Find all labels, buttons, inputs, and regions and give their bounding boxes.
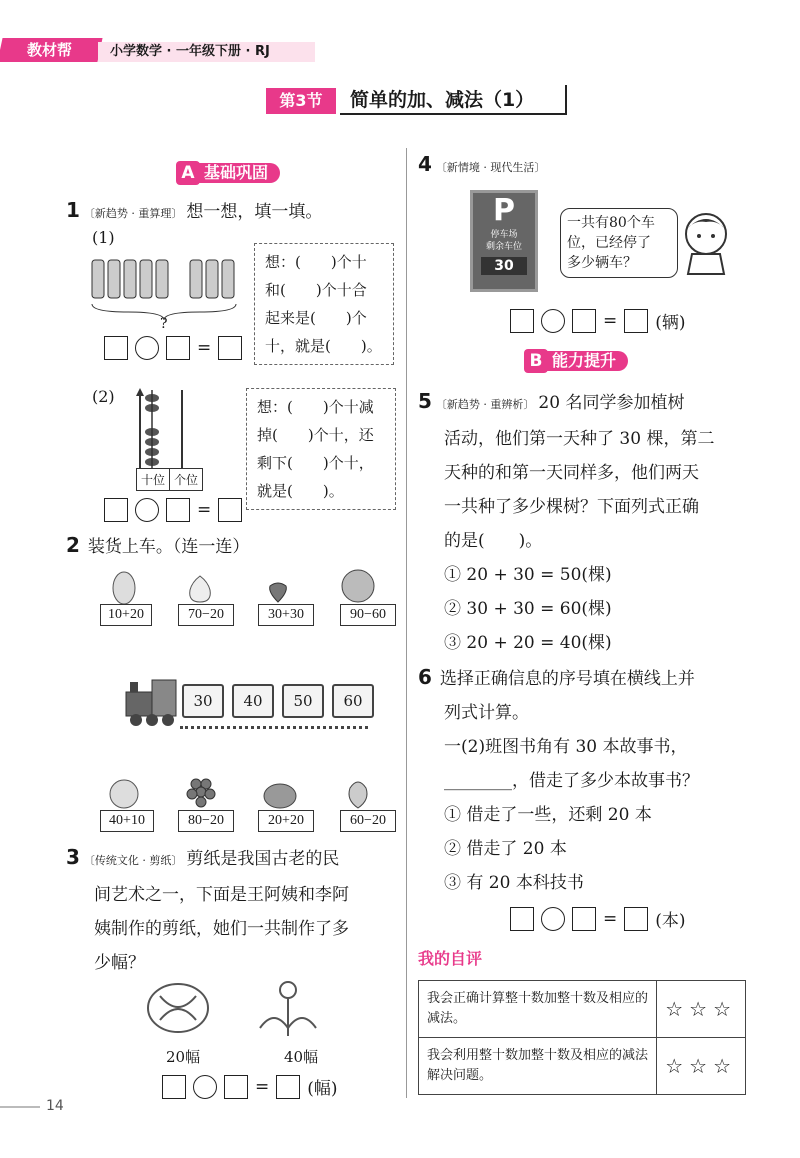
question-tag: 〔新趋势 · 重算理〕	[83, 207, 183, 220]
hint-line: 和( )个十合	[265, 281, 367, 299]
mango-icon	[113, 572, 135, 604]
train-car[interactable]: 60	[332, 684, 374, 718]
question-number: 2	[66, 533, 80, 557]
text-line: 的是( )。	[444, 531, 543, 551]
operator-circle[interactable]	[541, 309, 565, 333]
answer-box[interactable]	[572, 907, 596, 931]
bubble-line: 位，已经停了	[567, 235, 651, 251]
expression-label[interactable]: 70−20	[178, 604, 234, 626]
eval-statement: 我会利用整十数加整十数及相应的减法解决问题。	[419, 1038, 657, 1095]
equals-sign: =	[603, 908, 618, 929]
equals-sign: =	[603, 310, 618, 331]
section-number: 第3节	[266, 88, 336, 114]
table-row	[419, 981, 746, 1038]
text-line: 剪纸是我国古老的民	[186, 849, 340, 869]
star-rating[interactable]: ☆☆☆	[657, 981, 746, 1038]
text-line: 一共种了多少棵树？下面列式正确	[444, 497, 699, 517]
section-b-badge	[524, 349, 628, 373]
info-option[interactable]: ② 借走了 20 本	[444, 839, 567, 859]
answer-box[interactable]	[218, 498, 242, 522]
equals-sign: =	[255, 1076, 270, 1097]
train-wheels	[180, 718, 368, 729]
operator-circle[interactable]	[135, 498, 159, 522]
question-tag: 〔新情境 · 现代生活〕	[435, 161, 546, 174]
watermelon-icon	[342, 570, 374, 602]
text-line: 一(2)班图书角有 30 本故事书，	[444, 737, 688, 757]
ones-label: 个位	[170, 468, 203, 491]
text-line: 20 名同学参加植树	[538, 393, 685, 413]
q6-equation	[510, 906, 686, 931]
fill-blank-line[interactable]: ________，借走了多少本故事书？	[444, 771, 699, 791]
parking-sign	[470, 190, 538, 292]
expression-label[interactable]: 40+10	[100, 810, 154, 832]
q5-text	[418, 384, 778, 660]
train-car[interactable]: 30	[182, 684, 224, 718]
apple-icon	[110, 780, 138, 808]
expression-label[interactable]: 10+20	[100, 604, 152, 626]
parking-icon: P	[493, 193, 515, 228]
question-tag: 〔传统文化 · 剪纸〕	[83, 854, 183, 867]
train-car[interactable]: 50	[282, 684, 324, 718]
unit-label: (本)	[655, 911, 686, 931]
equals-sign: =	[197, 338, 212, 358]
answer-box[interactable]	[572, 309, 596, 333]
answer-box[interactable]	[104, 336, 128, 360]
q3-equation	[162, 1074, 338, 1099]
answer-box[interactable]	[276, 1075, 300, 1099]
hint-line: 起来是( )个	[265, 309, 367, 327]
info-option[interactable]: ③ 有 20 本科技书	[444, 873, 584, 893]
answer-box[interactable]	[166, 336, 190, 360]
pear-icon	[190, 576, 211, 602]
operator-circle[interactable]	[193, 1075, 217, 1099]
q1-part1-equation	[104, 336, 242, 360]
self-eval-title: 我的自评	[418, 949, 483, 968]
q1-heading	[66, 195, 322, 229]
eval-statement: 我会正确计算整十数加整十数及相应的减法。	[419, 981, 657, 1038]
question-number: 5	[418, 389, 432, 413]
bottom-fruits-image	[100, 772, 390, 810]
sign-text: 剩余车位	[485, 242, 522, 252]
text-line: 姨制作的剪纸，她们一共制作了多	[94, 919, 349, 939]
grapes-icon	[187, 779, 215, 807]
expression-label[interactable]: 30+30	[258, 604, 314, 626]
expression-label[interactable]: 80−20	[178, 810, 234, 832]
answer-box[interactable]	[510, 309, 534, 333]
question-tag: 〔新趋势 · 重辨析〕	[435, 398, 535, 411]
answer-box[interactable]	[218, 336, 242, 360]
question-text: 想一想，填一填。	[186, 202, 323, 222]
train-cars	[182, 684, 374, 718]
text-line: 天种的和第一天同样多，他们两天	[444, 463, 699, 483]
answer-box[interactable]	[104, 498, 128, 522]
self-eval-table	[418, 980, 746, 1095]
question-number: 1	[66, 198, 80, 222]
paper-cut-images	[140, 978, 360, 1040]
hint-line: 十，就是( )。	[265, 337, 382, 355]
bubble-line: 一共有80个车	[567, 215, 655, 231]
question-number: 3	[66, 845, 80, 869]
answer-box[interactable]	[162, 1075, 186, 1099]
answer-box[interactable]	[624, 907, 648, 931]
badge-label: 能力提升	[546, 351, 628, 371]
pineapple-icon	[349, 782, 367, 808]
top-fruits-image	[100, 566, 390, 606]
q1-part1-label: (1)	[92, 228, 115, 247]
text-line: 列式计算。	[444, 703, 529, 723]
question-number: 4	[418, 152, 432, 176]
place-value-labels	[136, 468, 203, 491]
sign-text: 停车场	[490, 230, 518, 240]
question-mark: ?	[160, 316, 168, 332]
page-number: 14	[46, 1098, 64, 1114]
book-title: 小学数学 · 一年级下册 · RJ	[98, 42, 315, 62]
q1-part2-hint	[246, 388, 396, 510]
hint-line: 剩下( )个十，	[257, 454, 374, 472]
hint-line: 就是( )。	[257, 482, 344, 500]
q1-part2-equation	[104, 498, 242, 522]
answer-box[interactable]	[510, 907, 534, 931]
choice-option[interactable]: ① 20 + 30 = 50(棵)	[444, 565, 612, 585]
bubble-line: 多少辆车？	[567, 255, 637, 271]
brand-tag: 教材帮	[0, 38, 103, 62]
abacus-image	[128, 386, 208, 468]
badge-label: 基础巩固	[198, 163, 280, 183]
text-line: 选择正确信息的序号填在横线上并	[439, 669, 695, 689]
train-engine-icon	[122, 676, 182, 728]
orange-icon	[264, 784, 296, 808]
train-car[interactable]: 40	[232, 684, 274, 718]
q1-part2-label: (2)	[92, 387, 115, 406]
section-title: 简单的加、减法（1）	[340, 85, 567, 115]
q2-heading	[66, 530, 249, 564]
star-rating[interactable]: ☆☆☆	[657, 1038, 746, 1095]
q4-heading	[418, 152, 545, 176]
flower-papercut-icon	[260, 982, 316, 1036]
girl-avatar	[676, 208, 736, 276]
fish-papercut-icon	[148, 984, 208, 1032]
section-a-badge	[176, 161, 280, 185]
text-line: 间艺术之一，下面是王阿姨和李阿	[94, 885, 349, 905]
table-row	[419, 1038, 746, 1095]
column-divider	[406, 148, 407, 1098]
hint-line: 想：( )个十减	[257, 398, 374, 416]
operator-circle[interactable]	[541, 907, 565, 931]
question-text: 装货上车。（连一连）	[87, 537, 250, 557]
expression-label[interactable]: 60−20	[340, 810, 396, 832]
q6-text	[418, 660, 778, 900]
text-line: 少幅？	[94, 953, 145, 973]
footer-rule	[0, 1106, 40, 1108]
unit-label: (幅)	[307, 1079, 338, 1099]
strawberry-icon	[270, 583, 287, 602]
answer-box[interactable]	[624, 309, 648, 333]
expression-label[interactable]: 20+20	[258, 810, 314, 832]
operator-circle[interactable]	[135, 336, 159, 360]
speech-bubble	[560, 208, 678, 278]
badge-letter: A	[176, 161, 200, 185]
badge-letter: B	[524, 349, 548, 373]
choice-option[interactable]: ② 30 + 30 = 60(棵)	[444, 599, 612, 619]
remaining-spots: 30	[481, 257, 527, 275]
papercut-count: 20幅	[166, 1048, 201, 1066]
papercut-count: 40幅	[284, 1048, 319, 1066]
equals-sign: =	[197, 500, 212, 520]
q3-text	[66, 840, 396, 980]
info-option[interactable]: ① 借走了一些，还剩 20 本	[444, 805, 652, 825]
tens-label: 十位	[136, 468, 170, 491]
hint-line: 想：( )个十	[265, 253, 367, 271]
text-line: 活动，他们第一天种了 30 棵，第二	[444, 429, 715, 449]
q4-equation	[510, 308, 686, 333]
answer-box[interactable]	[224, 1075, 248, 1099]
choice-option[interactable]: ③ 20 + 20 = 40(棵)	[444, 633, 612, 653]
stick-bundles-image	[88, 254, 248, 332]
q1-part1-hint	[254, 243, 394, 365]
question-number: 6	[418, 665, 432, 689]
hint-line: 掉( )个十，还	[257, 426, 374, 444]
unit-label: (辆)	[655, 313, 686, 333]
answer-box[interactable]	[166, 498, 190, 522]
expression-label[interactable]: 90−60	[340, 604, 396, 626]
